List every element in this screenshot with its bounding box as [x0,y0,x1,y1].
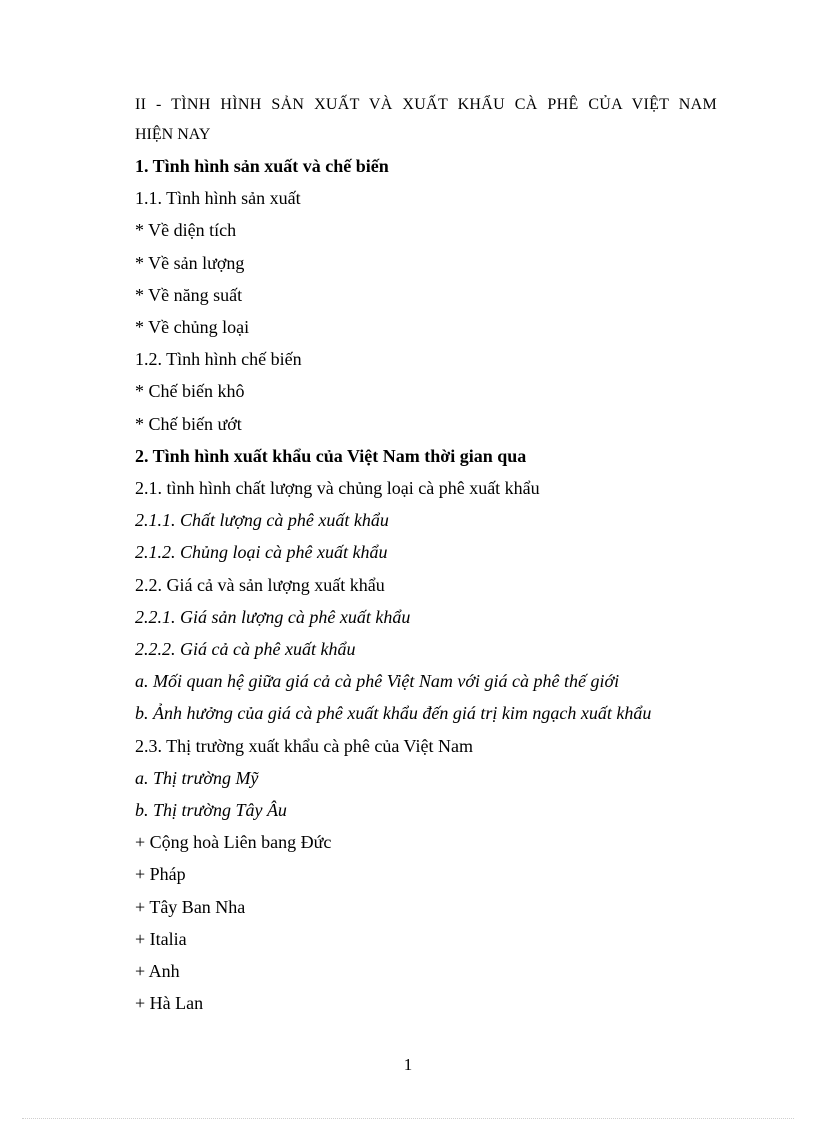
list-item: * Chế biến ướt [135,413,242,434]
list-item: a. Mối quan hệ giữa giá cả cà phê Việt Nam với giá cà phê thế giới [135,671,620,692]
list-item: * Về diện tích [135,220,237,241]
section-heading-line-2: HIỆN NAY [135,126,211,143]
list-item: + Tây Ban Nha [135,896,246,917]
subheading-2-3: 2.3. Thị trường xuất khẩu cà phê của Việt Nam [135,735,473,756]
section-heading-line-1: II - TÌNH HÌNH SẢN XUẤT VÀ XUẤT KHẨU CÀ PHÊ CỦA VIỆT NAM [135,96,717,113]
list-item: + Cộng hoà Liên bang Đức [135,832,332,853]
list-item: * Về sản lượng [135,252,245,273]
page-bottom-divider [22,1118,794,1119]
list-item: + Anh [135,961,180,982]
list-item: b. Ảnh hưởng của giá cà phê xuất khẩu đến giá trị kim ngạch xuất khẩu [135,703,652,724]
subheading-2-2-2: 2.2.2. Giá cả cà phê xuất khẩu [135,639,356,660]
page-number: 1 [403,1055,413,1074]
list-item: + Hà Lan [135,993,204,1014]
subheading-2-2-1: 2.2.1. Giá sản lượng cà phê xuất khẩu [135,606,411,627]
subheading-2-1: 2.1. tình hình chất lượng và chủng loại cà phê xuất khẩu [135,478,540,499]
list-item: + Pháp [135,864,186,885]
subheading-1-1: 1.1. Tình hình sản xuất [135,188,301,209]
list-item: * Về chủng loại [135,317,250,338]
heading-2: 2. Tình hình xuất khẩu của Việt Nam thời gian qua [135,445,527,466]
list-item: + Italia [135,928,187,949]
subheading-1-2: 1.2. Tình hình chế biến [135,349,302,370]
subheading-2-2: 2.2. Giá cả và sản lượng xuất khẩu [135,574,385,595]
subheading-2-1-1: 2.1.1. Chất lượng cà phê xuất khẩu [135,510,389,531]
list-item: b. Thị trường Tây Âu [135,800,287,821]
list-item: * Chế biến khô [135,381,245,402]
list-item: * Về năng suất [135,284,243,305]
heading-1: 1. Tình hình sản xuất và chế biến [135,156,389,176]
subheading-2-1-2: 2.1.2. Chủng loại cà phê xuất khẩu [135,542,388,563]
list-item: a. Thị trường Mỹ [135,767,259,788]
document-body [135,90,717,1019]
